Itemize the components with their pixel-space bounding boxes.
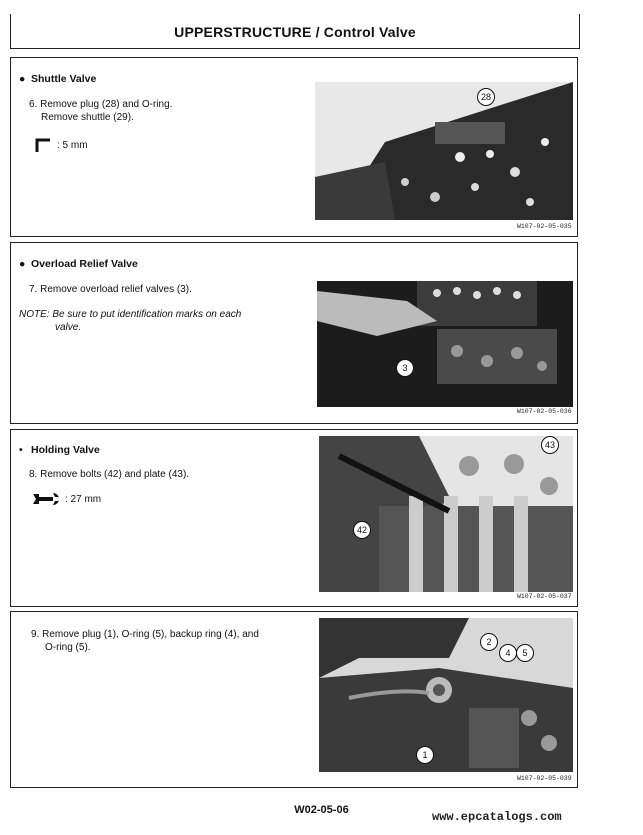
- bullet-icon: ●: [19, 258, 26, 270]
- note-text: NOTE: Be sure to put identification marks on each: [19, 309, 242, 320]
- callout-28: 28: [477, 88, 495, 106]
- valve-illustration: [319, 436, 573, 592]
- figure-caption: W107-02-05-037: [517, 593, 572, 600]
- step-text: 8. Remove bolts (42) and plate (43).: [29, 469, 190, 480]
- figure-caption: W107-02-05-035: [517, 223, 572, 230]
- callout-2: 2: [480, 633, 498, 651]
- page-number: W02-05-06: [294, 804, 349, 816]
- photo-plug-removal: [319, 618, 573, 772]
- photo-overload-relief-valve: [317, 281, 573, 407]
- valve-illustration: [315, 82, 573, 220]
- section-title: • Holding Valve: [19, 444, 100, 456]
- valve-illustration: [317, 281, 573, 407]
- section-title: ● Overload Relief Valve: [19, 258, 138, 270]
- wrench-icon: [33, 493, 59, 505]
- watermark-text: www.epcatalogs.com: [432, 810, 562, 824]
- section-plug-removal: [10, 611, 578, 788]
- valve-illustration: [319, 618, 573, 772]
- bullet-icon: •: [19, 444, 23, 456]
- step-text: 7. Remove overload relief valves (3).: [29, 284, 192, 295]
- callout-4: 4: [499, 644, 517, 662]
- section-shuttle-valve: [10, 57, 578, 237]
- callout-3: 3: [396, 359, 414, 377]
- figure-caption: W107-02-05-036: [517, 408, 572, 415]
- page-header: [10, 14, 580, 49]
- section-title: ● Shuttle Valve: [19, 73, 97, 85]
- callout-43: 43: [541, 436, 559, 454]
- callout-42: 42: [353, 521, 371, 539]
- section-overload-relief-valve: [10, 242, 578, 424]
- step-text: 6. Remove plug (28) and O-ring.: [29, 99, 173, 110]
- step-text-continued: O-ring (5).: [45, 642, 91, 653]
- note-text-continued: valve.: [55, 322, 82, 333]
- section-holding-valve: [10, 429, 578, 607]
- callout-1: 1: [416, 746, 434, 764]
- photo-shuttle-valve: [315, 82, 573, 220]
- hex-wrench-icon: [35, 138, 51, 152]
- page-title: UPPERSTRUCTURE / Control Valve: [174, 24, 416, 40]
- step-text-continued: Remove shuttle (29).: [41, 112, 134, 123]
- tool-spec: : 27 mm: [33, 493, 101, 505]
- tool-spec: : 5 mm: [35, 138, 88, 152]
- step-text: 9. Remove plug (1), O-ring (5), backup ring (4), and: [31, 629, 259, 640]
- callout-5: 5: [516, 644, 534, 662]
- figure-caption: W107-02-05-039: [517, 775, 572, 782]
- bullet-icon: ●: [19, 73, 26, 85]
- photo-holding-valve: [319, 436, 573, 592]
